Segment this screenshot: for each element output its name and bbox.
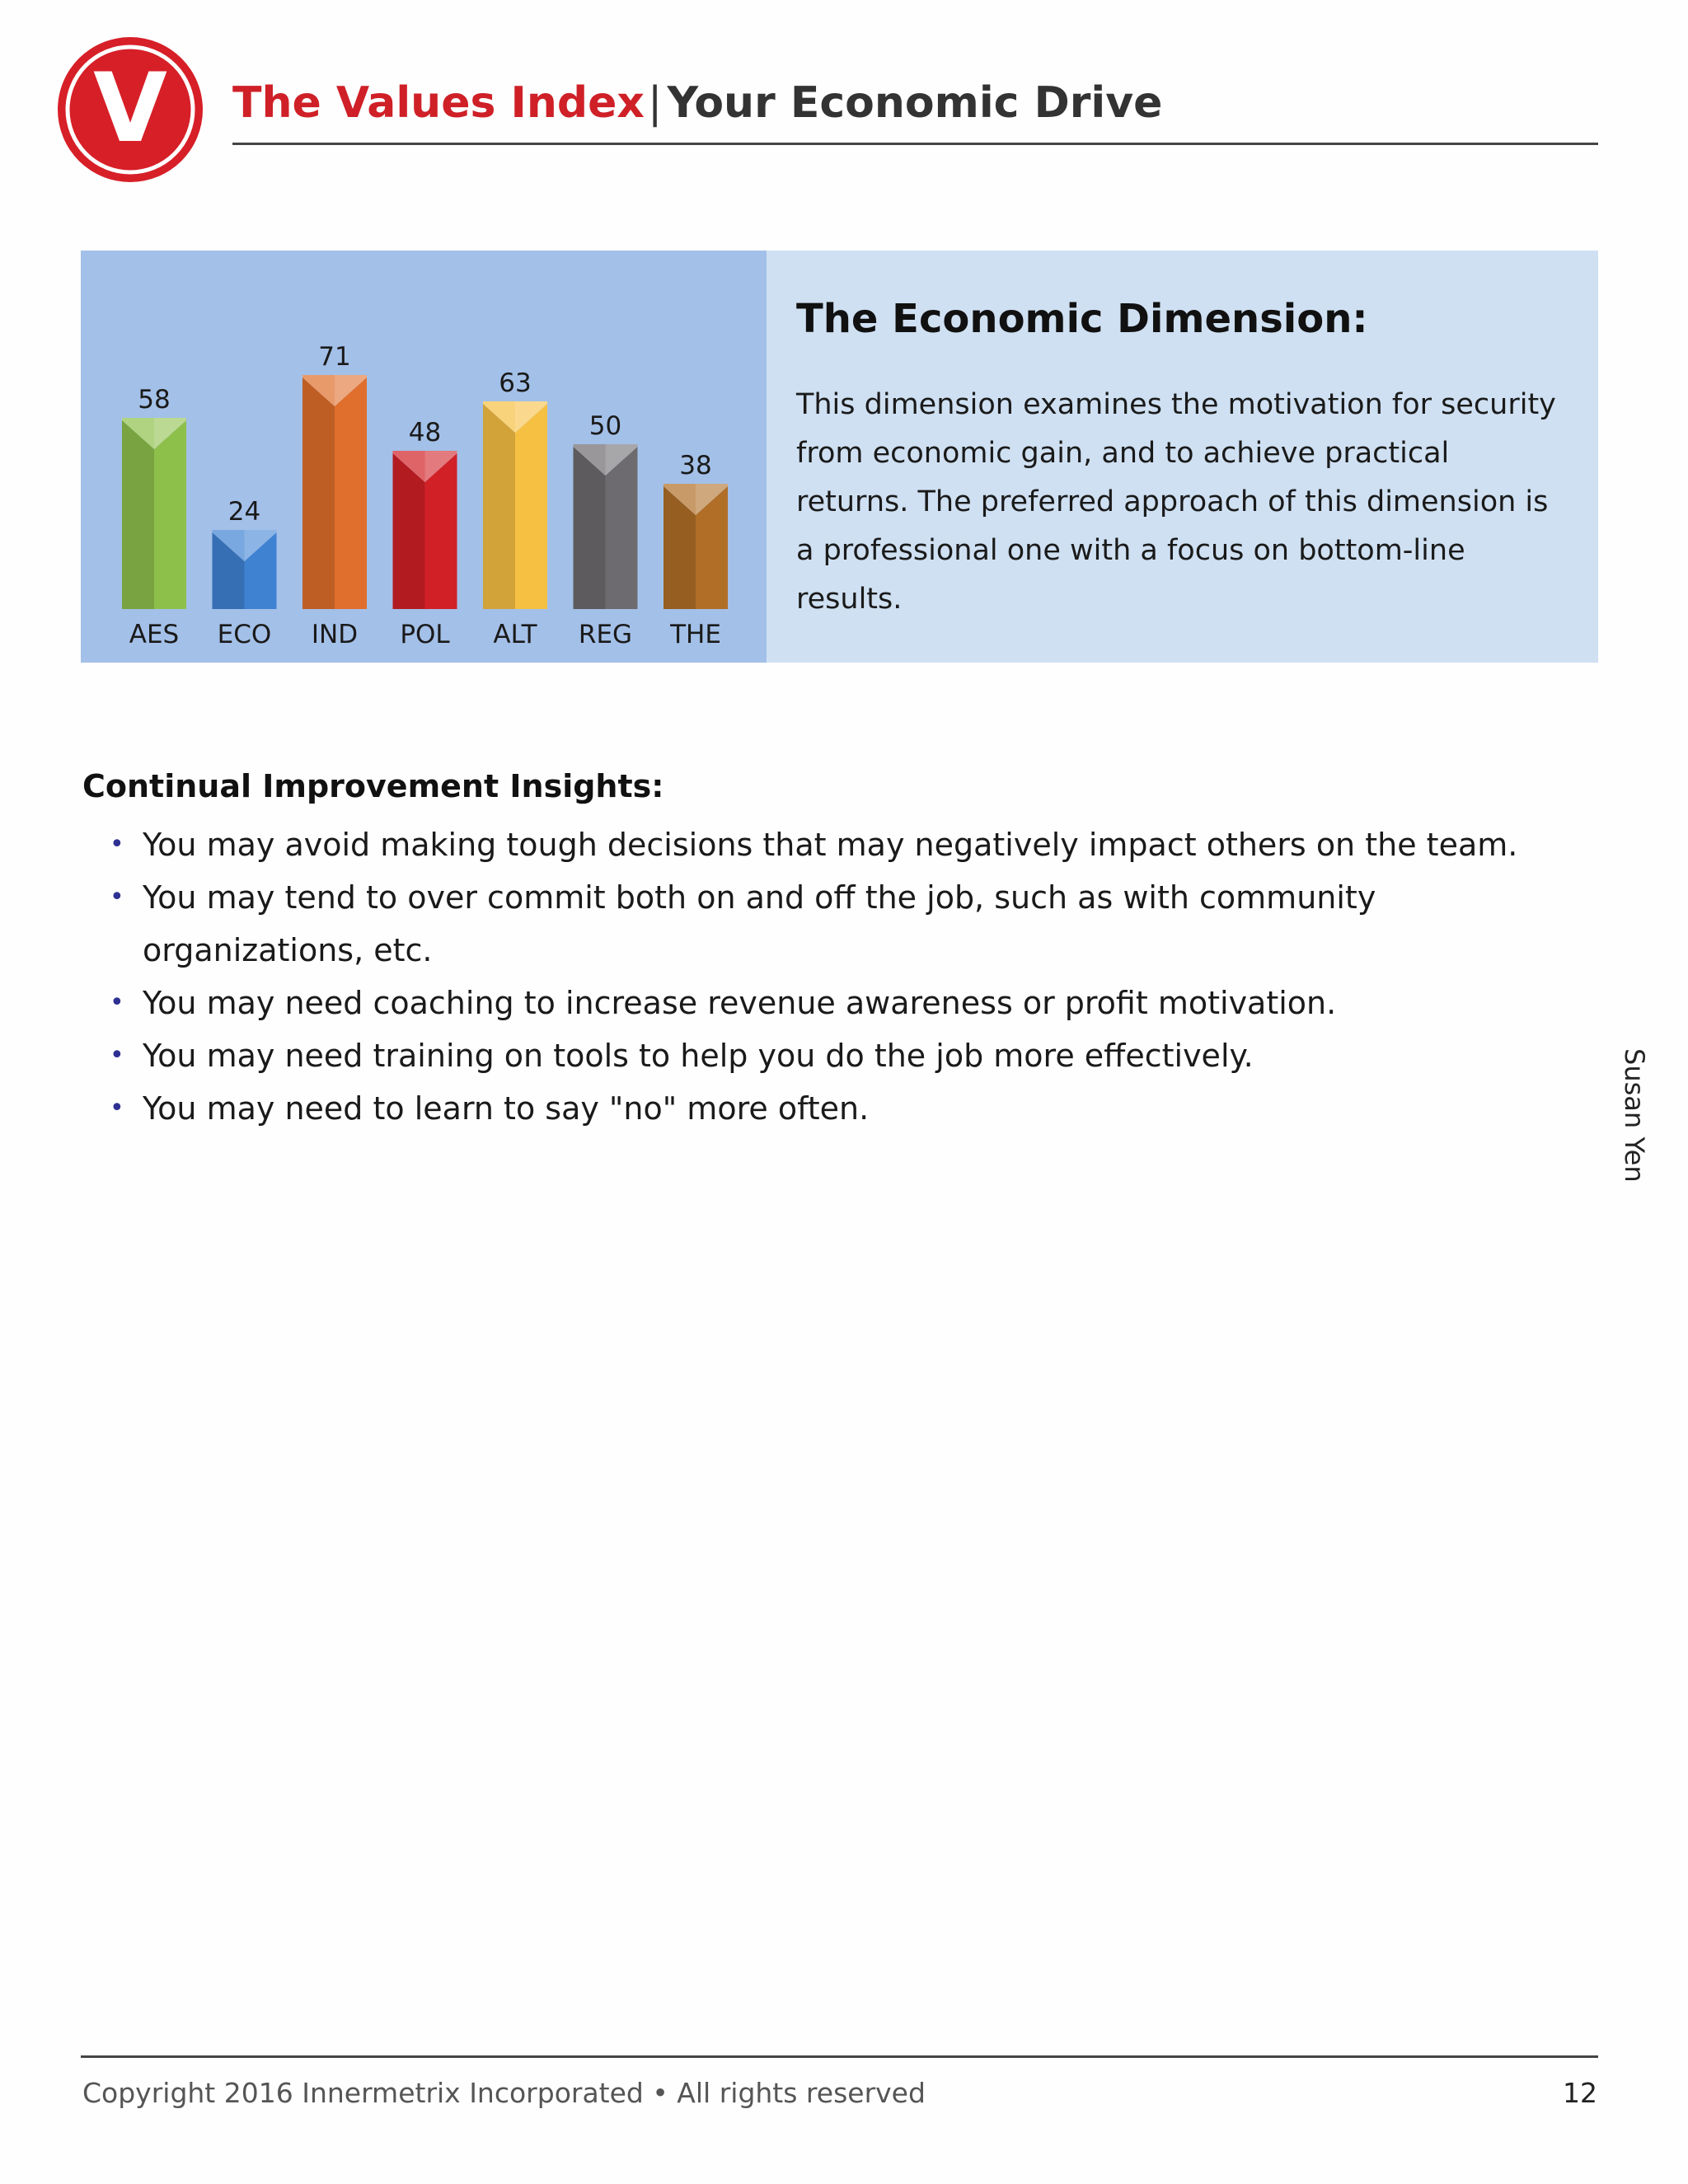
bar-value-label: 71 (318, 342, 351, 372)
section-title: Your Economic Drive (667, 78, 1163, 128)
list-item (82, 818, 1550, 871)
insights-heading: Continual Improvement Insights: (82, 768, 664, 804)
bar-reg (574, 444, 638, 609)
report-subject-name: Susan Yen (1619, 1048, 1650, 1183)
values-index-logo (56, 35, 204, 184)
bar-alt (483, 401, 547, 609)
footer-divider (81, 2055, 1598, 2058)
category-label: THE (670, 620, 721, 649)
values-bar-chart (81, 251, 767, 663)
list-item (82, 1082, 1550, 1135)
insight-text: You may tend to over commit both on and off the job, such as with community organizations, etc. (143, 879, 1376, 968)
bar-value-label: 58 (138, 385, 171, 415)
bullet-icon: • (110, 830, 124, 859)
bullet-icon: • (110, 1041, 124, 1070)
insights-list (82, 818, 1550, 1135)
insight-text: You may need training on tools to help you do the job more effectively. (143, 1038, 1254, 1074)
category-label: POL (400, 620, 450, 649)
logo-letter: V (93, 53, 167, 164)
dimension-panel (81, 251, 1598, 663)
footer-copyright: Copyright 2016 Innermetrix Incorporated • All rights reserved (82, 2077, 926, 2109)
bullet-icon: • (110, 883, 124, 912)
bullet-icon: • (110, 988, 124, 1017)
bar-the (663, 484, 728, 609)
category-label: ALT (493, 620, 537, 649)
brand-name: The Values Index (232, 78, 645, 128)
bar-pol (393, 451, 457, 609)
bar-eco (213, 530, 277, 609)
header-divider (232, 143, 1598, 145)
category-label: ECO (217, 620, 272, 649)
category-label: AES (129, 620, 180, 649)
bar-value-label: 48 (408, 418, 442, 448)
list-item (82, 871, 1550, 977)
insight-text: You may need to learn to say "no" more often. (143, 1090, 870, 1127)
bar-aes (122, 418, 186, 609)
page-number: 12 (1563, 2077, 1597, 2109)
dimension-title: The Economic Dimension: (796, 296, 1368, 342)
bar-value-label: 63 (499, 368, 532, 398)
bar-value-label: 50 (588, 411, 622, 441)
bar-value-label: 24 (227, 497, 261, 527)
insight-text: You may need coaching to increase revenue awareness or profit motivation. (143, 985, 1337, 1021)
page-title (232, 73, 1162, 134)
category-label: IND (311, 620, 359, 649)
insight-text: You may avoid making tough decisions that may negatively impact others on the team. (143, 827, 1518, 863)
category-label: REG (578, 620, 633, 649)
bullet-icon: • (110, 1094, 124, 1122)
list-item (82, 1029, 1550, 1082)
dimension-description: This dimension examines the motivation for security from economic gain, and to achieve practical returns. The preferred approach of this dimension is a professional one with a focus on bottom-line results. (796, 388, 1556, 616)
bar-ind (302, 375, 367, 609)
title-separator: | (647, 78, 663, 128)
bar-value-label: 38 (679, 451, 712, 480)
list-item (82, 977, 1550, 1029)
